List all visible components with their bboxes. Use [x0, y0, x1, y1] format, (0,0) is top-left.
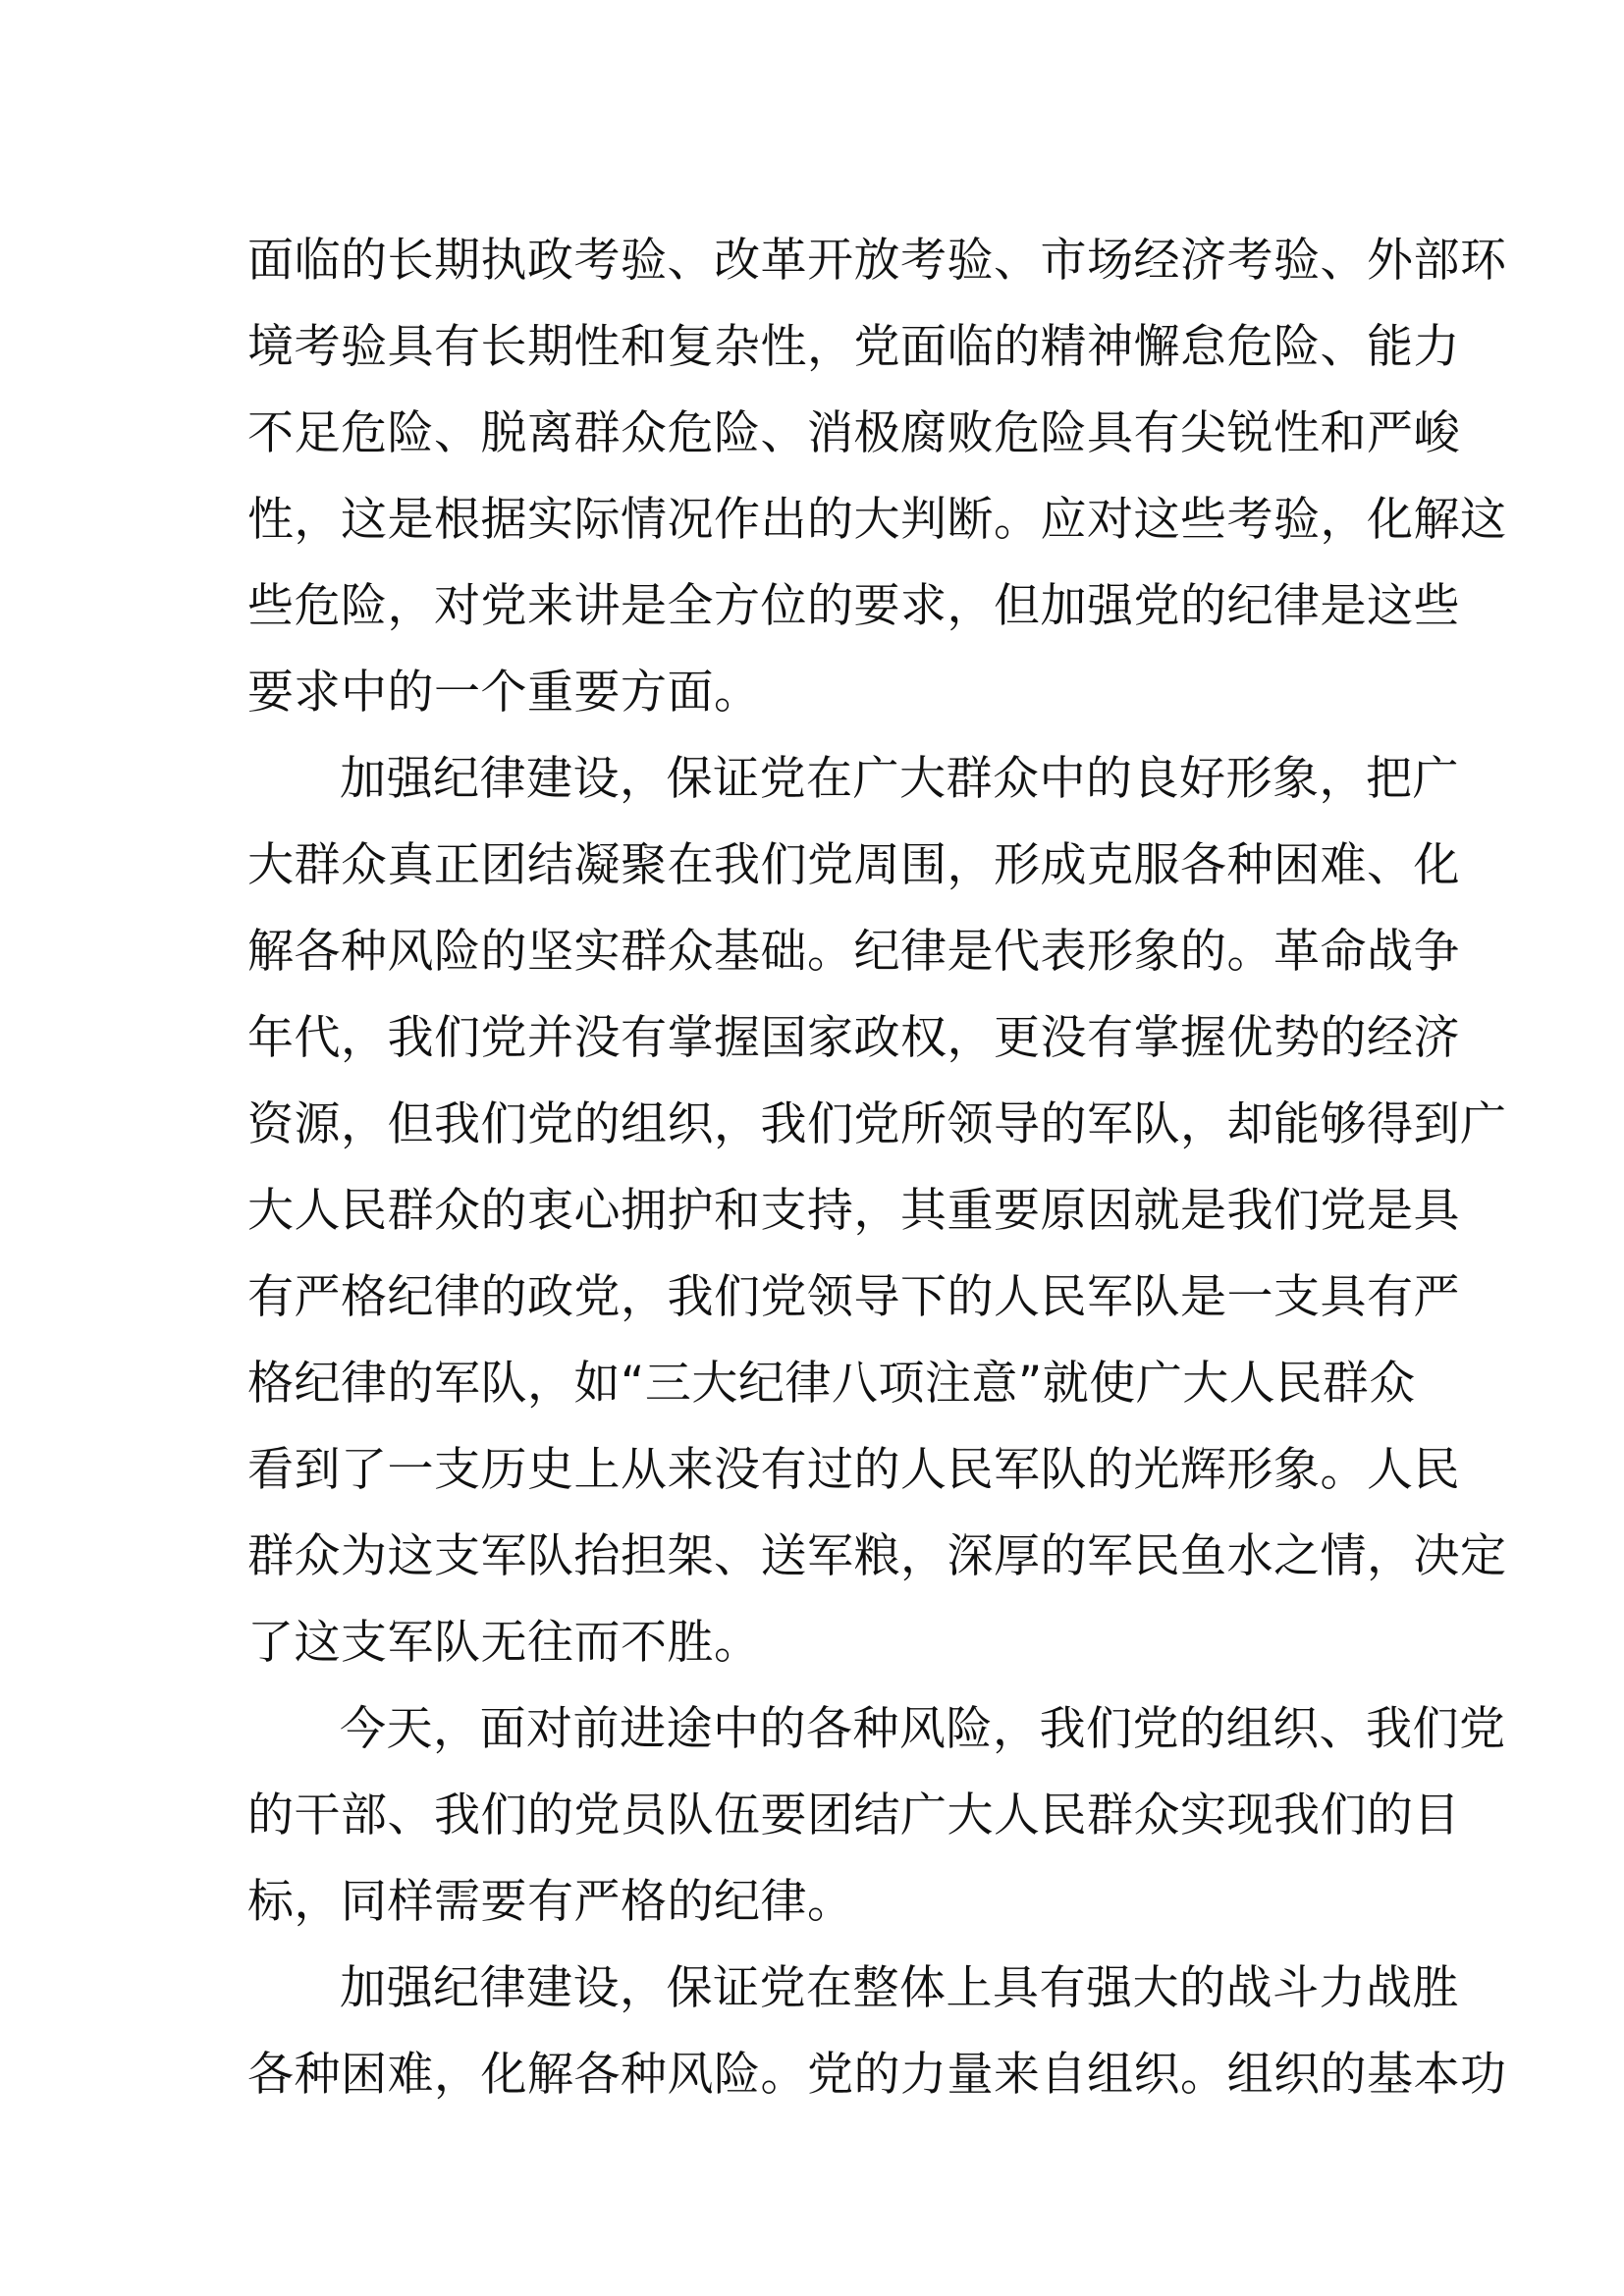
text-line: 有严格纪律的政党，我们党领导下的人民军队是一支具有严	[247, 1270, 1460, 1324]
text-line: 了这支军队无往而不胜。	[247, 1616, 761, 1670]
text-line: 境考验具有长期性和复杂性，党面临的精神懈怠危险、能力	[247, 320, 1460, 374]
text-line: 群众为这支军队抬担架、送军粮，深厚的军民鱼水之情，决定	[247, 1529, 1507, 1583]
text-line: 标，同样需要有严格的纪律。	[247, 1875, 854, 1929]
text-line: 面临的长期执政考验、改革开放考验、市场经济考验、外部环	[247, 234, 1507, 288]
paragraph-first-line: 今天，面对前进途中的各种风险，我们党的组织、我们党	[340, 1702, 1506, 1756]
text-line: 不足危险、脱离群众危险、消极腐败危险具有尖锐性和严峻	[247, 406, 1460, 460]
text-line: 格纪律的军队，如“三大纪律八项注意”就使广大人民群众	[247, 1357, 1416, 1411]
text-line: 要求中的一个重要方面。	[247, 666, 761, 720]
text-line: 性，这是根据实际情况作出的大判断。应对这些考验，化解这	[247, 493, 1507, 547]
text-line: 各种困难，化解各种风险。党的力量来自组织。组织的基本功	[247, 2048, 1507, 2102]
document-body	[247, 218, 1507, 2118]
text-line: 看到了一支历史上从来没有过的人民军队的光辉形象。人民	[247, 1443, 1460, 1497]
text-line: 些危险，对党来讲是全方位的要求，但加强党的纪律是这些	[247, 579, 1460, 633]
text-line: 年代，我们党并没有掌握国家政权，更没有掌握优势的经济	[247, 1011, 1460, 1065]
text-line: 大群众真正团结凝聚在我们党周围，形成克服各种困难、化	[247, 838, 1460, 892]
text-line: 大人民群众的衷心拥护和支持，其重要原因就是我们党是具	[247, 1184, 1460, 1238]
text-line: 解各种风险的坚实群众基础。纪律是代表形象的。革命战争	[247, 925, 1460, 979]
text-line: 的干部、我们的党员队伍要团结广大人民群众实现我们的目	[247, 1789, 1460, 1842]
paragraph-first-line: 加强纪律建设，保证党在整体上具有强大的战斗力战胜	[340, 1961, 1459, 2015]
paragraph-first-line: 加强纪律建设，保证党在广大群众中的良好形象，把广	[340, 752, 1459, 806]
text-line: 资源，但我们党的组织，我们党所领导的军队，却能够得到广	[247, 1097, 1507, 1151]
